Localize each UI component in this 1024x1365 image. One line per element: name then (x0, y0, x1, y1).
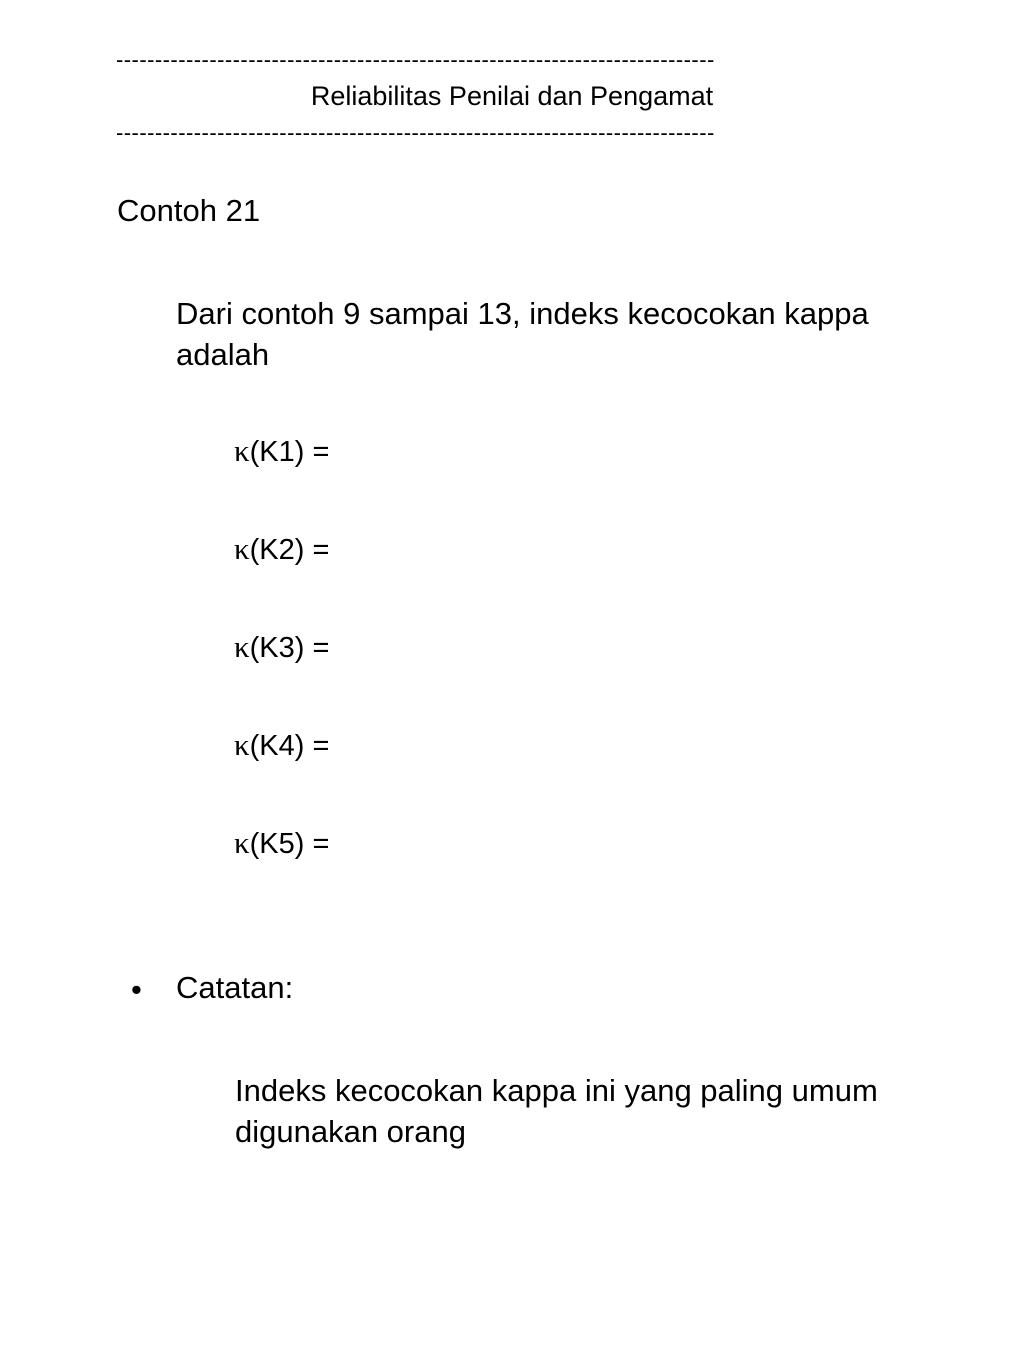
kappa-item-label: (K5) = (249, 828, 330, 860)
kappa-item-k4 (234, 729, 329, 761)
kappa-item-k2 (234, 533, 329, 565)
bullet-icon: • (131, 972, 142, 1007)
example-intro-line-2: adalah (176, 337, 270, 372)
kappa-item-label: (K2) = (249, 534, 330, 566)
note-text (235, 1070, 995, 1152)
note-text-line-1: Indeks kecocokan kappa ini yang paling umum (235, 1073, 878, 1108)
kappa-item-k3 (234, 631, 329, 663)
note-text-line-2: digunakan orang (235, 1114, 466, 1149)
page-title: Reliabilitas Penilai dan Pengamat (310, 81, 714, 111)
kappa-item-label: (K1) = (249, 436, 330, 468)
example-heading: Contoh 21 (117, 193, 261, 228)
kappa-item-label: (K3) = (249, 632, 330, 664)
kappa-symbol: κ (234, 531, 250, 566)
header-rule-bottom: ----------------------------------------------------------------------------- (116, 120, 715, 145)
example-intro (176, 293, 976, 375)
note-label: Catatan: (176, 970, 294, 1005)
kappa-item-k1 (234, 435, 329, 467)
header-rule-top: ----------------------------------------------------------------------------- (116, 47, 715, 72)
example-intro-line-1: Dari contoh 9 sampai 13, indeks kecocokan kappa (176, 296, 869, 331)
kappa-item-label: (K4) = (249, 730, 330, 762)
kappa-symbol: κ (234, 433, 250, 468)
kappa-symbol: κ (234, 727, 250, 762)
kappa-item-k5 (234, 827, 329, 859)
kappa-symbol: κ (234, 825, 250, 860)
kappa-symbol: κ (234, 629, 250, 664)
